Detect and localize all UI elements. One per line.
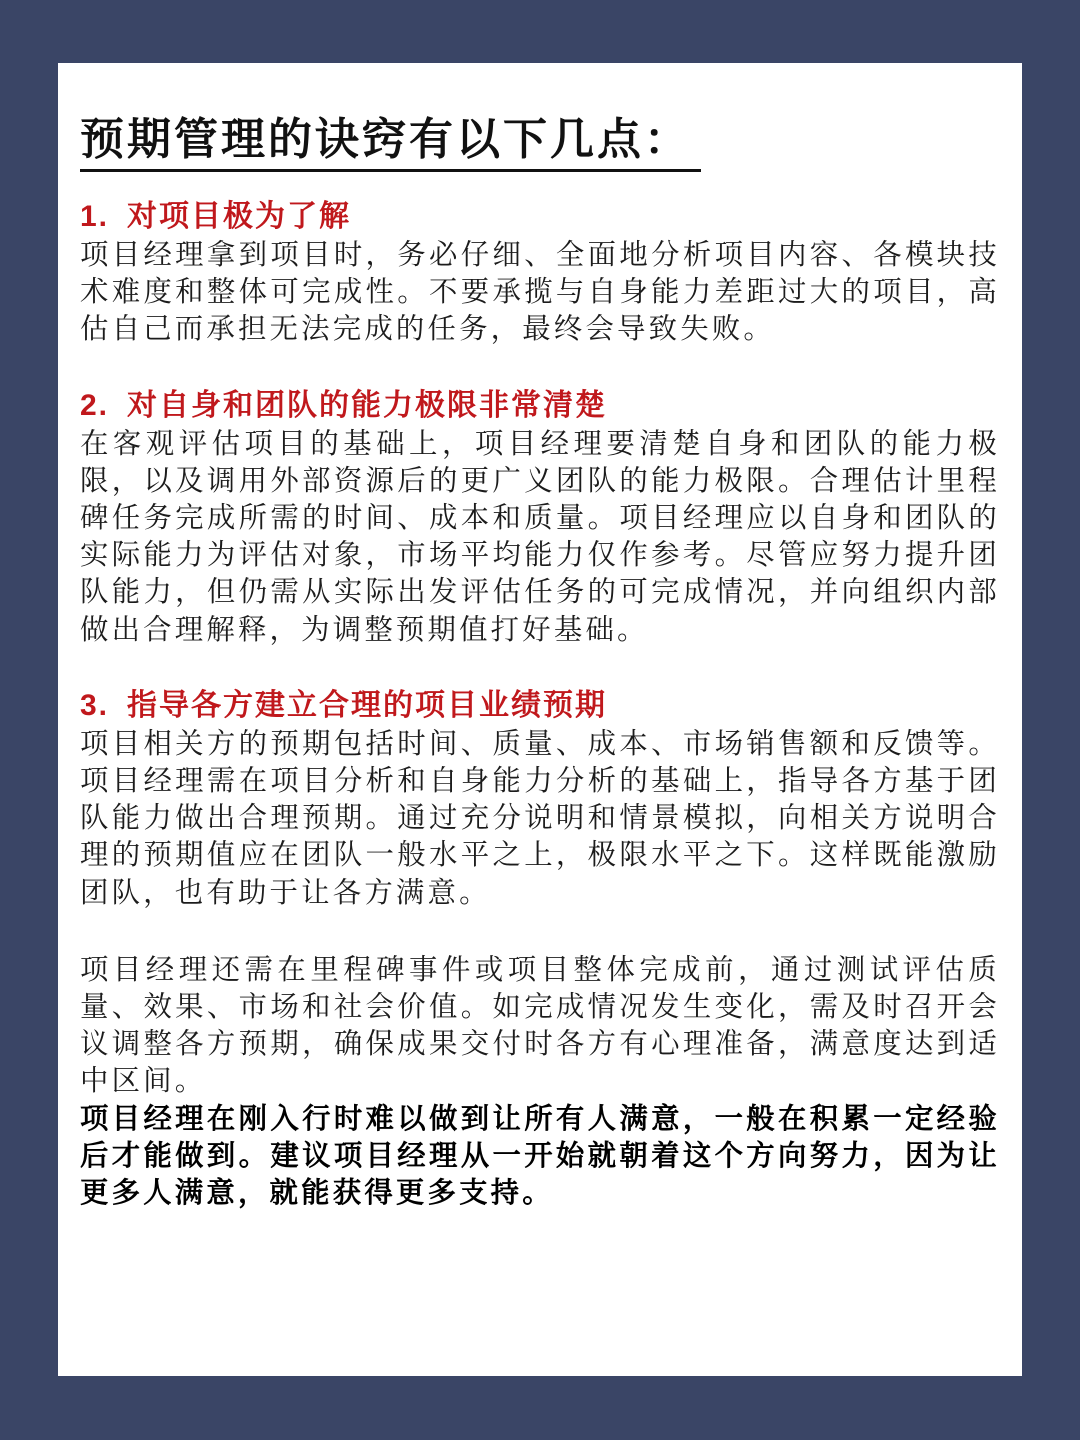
extra-paragraph: 项目经理还需在里程碑事件或项目整体完成前，通过测试评估质量、效果、市场和社会价值。如完成情况发生变化，需及时召开会议调整各方预期，确保成果交付时各方有心理准备，满意度达到适中区间。 xyxy=(80,952,1000,1098)
conclusion-paragraph: 项目经理在刚入行时难以做到让所有人满意，一般在积累一定经验后才能做到。建议项目经理从一开始就朝着这个方向努力，因为让更多人满意，就能获得更多支持。 xyxy=(80,1100,1000,1210)
section-body: 项目经理拿到项目时，务必仔细、全面地分析项目内容、各模块技术难度和整体可完成性。不要承揽与自身能力差距过大的项目，高估自己而承担无法完成的任务，最终会导致失败。 xyxy=(80,238,1000,346)
section-1 xyxy=(80,198,1000,348)
section-heading-text: 对项目极为了解 xyxy=(127,199,352,234)
section-heading-text: 对自身和团队的能力极限非常清楚 xyxy=(127,387,608,423)
section-heading-text: 指导各方建立合理的项目业绩预期 xyxy=(127,687,608,723)
section-number: 3. xyxy=(80,688,110,722)
section-body: 在客观评估项目的基础上，项目经理要清楚自身和团队的能力极限，以及调用外部资源后的更广义团队的能力极限。合理估计里程碑任务完成所需的时间、成本和质量。项目经理应以自身和团队的实际能力为评估对象，市场平均能力仅作参考。尽管应努力提升团队能力，但仍需从实际出发评估任务的可完成情况，并向组织内部做出合理解释，为调整预期值打好基础。 xyxy=(80,426,1000,646)
article-card xyxy=(58,63,1022,1376)
section-number: 1. xyxy=(80,200,110,233)
section-3 xyxy=(80,687,1000,911)
section-body: 项目相关方的预期包括时间、质量、成本、市场销售额和反馈等。项目经理需在项目分析和自身能力分析的基础上，指导各方基于团队能力做出合理预期。通过充分说明和情景模拟，向相关方说明合理的预期值应在团队一般水平之上，极限水平之下。这样既能激励团队，也有助于让各方满意。 xyxy=(80,726,1000,909)
page-title: 预期管理的诀窍有以下几点： xyxy=(80,111,701,172)
section-number: 2. xyxy=(80,388,110,422)
section-heading xyxy=(80,198,1000,236)
section-heading xyxy=(80,387,1000,425)
section-heading xyxy=(80,687,1000,725)
section-2 xyxy=(80,387,1000,648)
